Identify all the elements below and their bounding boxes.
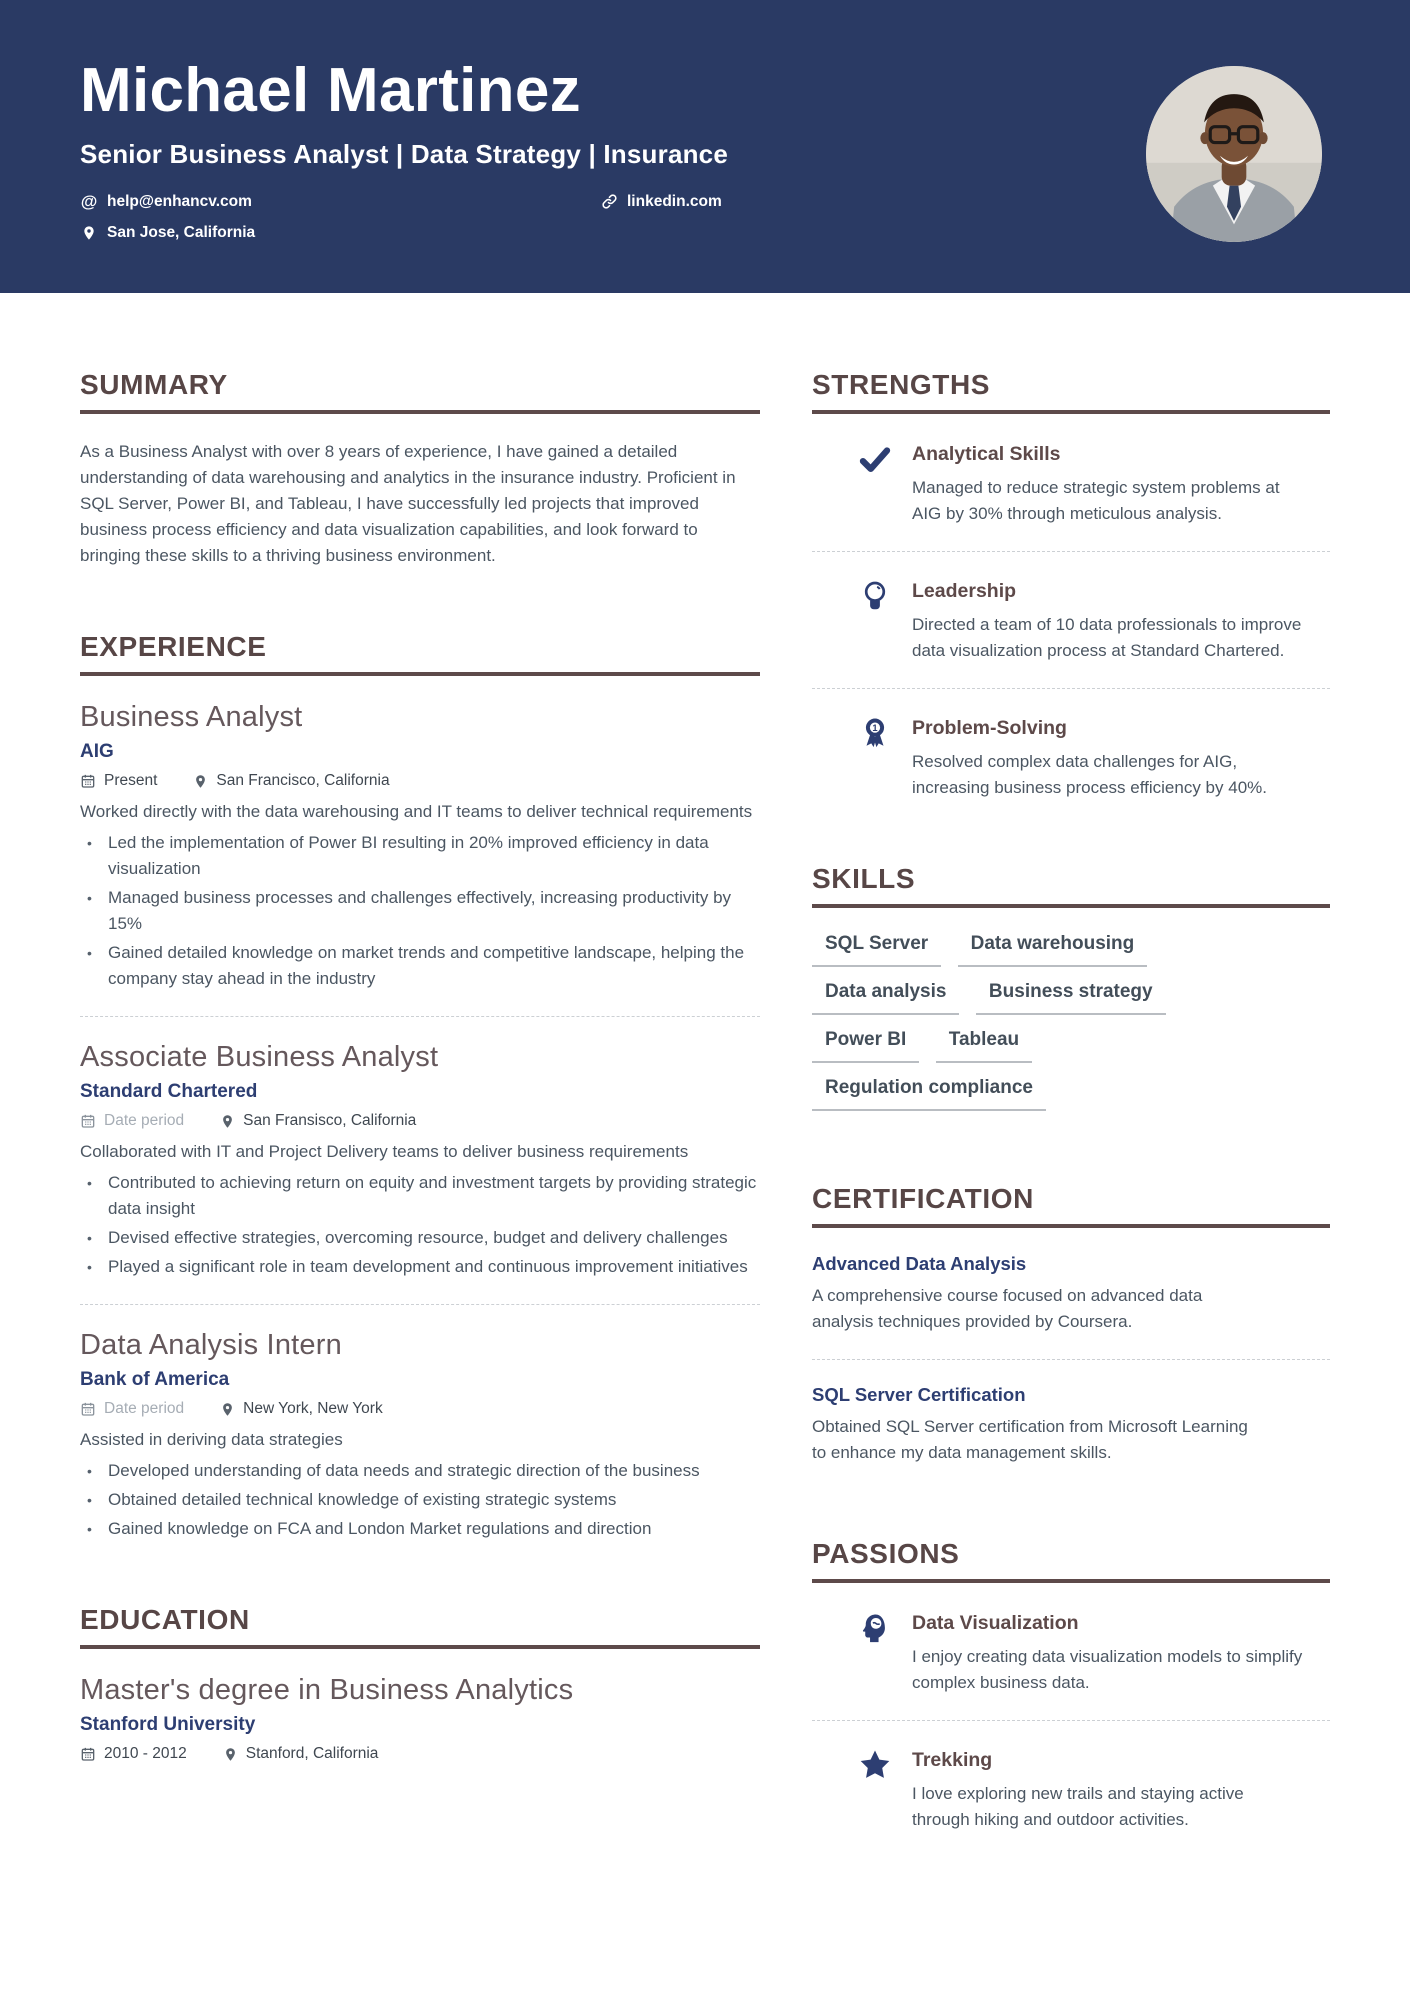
- job-company: Bank of America: [80, 1369, 230, 1390]
- header: [0, 0, 1410, 293]
- divider: [812, 1720, 1330, 1721]
- job-location: San Fransisco, California: [220, 1112, 416, 1130]
- job-date: Date period: [80, 1400, 184, 1418]
- skill-tag: Business strategy: [976, 981, 1166, 1015]
- skill-tag: SQL Server: [812, 933, 941, 967]
- job-company: Standard Chartered: [80, 1081, 258, 1102]
- divider: [812, 551, 1330, 552]
- skill-tag: Data analysis: [812, 981, 959, 1015]
- skill-row: [812, 981, 1330, 1015]
- passion-title: Trekking: [912, 1749, 993, 1771]
- job-bullets: [80, 830, 760, 992]
- strength-text: Resolved complex data challenges for AIG, increasing business process efficiency by 40%.: [912, 752, 1267, 797]
- skill-tag: Regulation compliance: [812, 1077, 1046, 1111]
- education-date: 2010 - 2012: [80, 1745, 187, 1763]
- education-location: Stanford, California: [223, 1745, 379, 1763]
- location-pin-icon: [220, 1114, 235, 1129]
- calendar-icon: [80, 1113, 96, 1129]
- skill-row: [812, 933, 1330, 967]
- divider: [80, 1016, 760, 1017]
- certification-title: Advanced Data Analysis: [812, 1253, 1027, 1274]
- job-company: AIG: [80, 741, 114, 762]
- person-headline: Senior Business Analyst | Data Strategy | Insurance: [80, 138, 728, 169]
- passion-item: [812, 1745, 1330, 1833]
- person-name: Michael Martinez: [80, 56, 581, 125]
- job-location: San Francisco, California: [193, 772, 389, 790]
- strength-title: Problem-Solving: [912, 717, 1067, 739]
- job-bullet: • Contributed to achieving return on equity and investment targets by providing strategic data insight: [80, 1170, 760, 1222]
- strengths-heading: STRENGTHS: [812, 369, 1330, 414]
- experience-heading: EXPERIENCE: [80, 631, 760, 676]
- certification-text: Obtained SQL Server certification from Microsoft Learning to enhance my data management skills.: [812, 1417, 1248, 1462]
- certification-section: [812, 1183, 1330, 1466]
- skill-tag: Data warehousing: [958, 933, 1148, 967]
- strength-text: Directed a team of 10 data professionals to improve data visualization process at Standard Chartered.: [912, 615, 1302, 660]
- website-text: linkedin.com: [627, 192, 722, 210]
- job-entry: [80, 701, 760, 992]
- job-bullets: [80, 1458, 760, 1542]
- calendar-icon: [80, 773, 96, 789]
- calendar-icon: [80, 1401, 96, 1417]
- medal-icon: [858, 716, 892, 750]
- avatar: [1146, 66, 1322, 242]
- degree-title: Master's degree in Business Analytics: [80, 1674, 574, 1706]
- skills-section: [812, 863, 1330, 1111]
- main-column: [80, 293, 760, 1833]
- job-date: Present: [80, 772, 157, 790]
- passion-text: I love exploring new trails and staying active through hiking and outdoor activities.: [912, 1784, 1244, 1829]
- strength-item: [812, 439, 1330, 527]
- passion-item: [812, 1608, 1330, 1696]
- contact-list: [80, 193, 1330, 242]
- sidebar-column: [812, 293, 1330, 1833]
- job-bullet: • Gained knowledge on FCA and London Market regulations and direction: [80, 1516, 760, 1542]
- certification-title: SQL Server Certification: [812, 1384, 1026, 1405]
- brain-icon: [858, 1611, 892, 1645]
- divider: [80, 1304, 760, 1305]
- experience-section: [80, 631, 760, 1542]
- certification-item: [812, 1384, 1257, 1466]
- calendar-icon: [80, 1746, 96, 1762]
- skill-tag: Power BI: [812, 1029, 919, 1063]
- lightbulb-icon: [858, 579, 892, 613]
- passion-title: Data Visualization: [912, 1612, 1079, 1634]
- job-entry: [80, 1329, 760, 1542]
- location-pin-icon: [193, 774, 208, 789]
- certification-item: [812, 1253, 1257, 1335]
- certification-heading: CERTIFICATION: [812, 1183, 1330, 1228]
- job-bullets: [80, 1170, 760, 1280]
- passions-section: [812, 1538, 1330, 1833]
- education-heading: EDUCATION: [80, 1604, 760, 1649]
- passions-heading: PASSIONS: [812, 1538, 1330, 1583]
- at-icon: @: [80, 191, 98, 211]
- job-title: Business Analyst: [80, 701, 303, 733]
- job-bullet: • Developed understanding of data needs and strategic direction of the business: [80, 1458, 760, 1484]
- location-pin-icon: [220, 1402, 235, 1417]
- divider: [812, 688, 1330, 689]
- strength-item: [812, 713, 1330, 801]
- skill-row: [812, 1077, 1330, 1111]
- job-entry: [80, 1041, 760, 1280]
- divider: [812, 1359, 1330, 1360]
- strength-title: Leadership: [912, 580, 1017, 602]
- job-meta: [80, 1400, 760, 1418]
- job-intro: Assisted in deriving data strategies: [80, 1430, 343, 1449]
- job-bullet: • Played a significant role in team development and continuous improvement initiatives: [80, 1254, 760, 1280]
- resume-body: [0, 293, 1410, 1833]
- job-intro: Worked directly with the data warehousing and IT teams to deliver technical requirements: [80, 802, 753, 821]
- summary-text: As a Business Analyst with over 8 years of experience, I have gained a detailed understanding of data warehousing and analytics in the insurance industry. Proficient in SQL Server, Power BI, and Tableau, I have successfully led projects that improved business process efficiency and data visualization capabilities, and look forward to bringing these skills to a thriving business environment.: [80, 442, 736, 565]
- summary-heading: SUMMARY: [80, 369, 760, 414]
- job-title: Associate Business Analyst: [80, 1041, 439, 1073]
- job-bullet: • Managed business processes and challenges effectively, increasing productivity by 15%: [80, 885, 760, 937]
- education-section: [80, 1604, 760, 1763]
- school-name: Stanford University: [80, 1714, 256, 1735]
- job-bullet: • Led the implementation of Power BI resulting in 20% improved efficiency in data visualization: [80, 830, 760, 882]
- check-icon: [858, 442, 892, 476]
- job-meta: [80, 1112, 760, 1130]
- portrait-photo: [1146, 66, 1322, 242]
- job-location: New York, New York: [220, 1400, 383, 1418]
- job-bullet: • Obtained detailed technical knowledge of existing strategic systems: [80, 1487, 760, 1513]
- job-meta: [80, 772, 760, 790]
- job-bullet: • Gained detailed knowledge on market trends and competitive landscape, helping the company stay ahead in the industry: [80, 940, 760, 992]
- star-icon: [858, 1748, 892, 1782]
- link-icon: [600, 193, 618, 211]
- job-title: Data Analysis Intern: [80, 1329, 342, 1361]
- location-item: [80, 224, 600, 242]
- skill-row: [812, 1029, 1330, 1063]
- education-meta: [80, 1745, 760, 1763]
- strength-text: Managed to reduce strategic system problems at AIG by 30% through meticulous analysis.: [912, 478, 1280, 523]
- strength-item: [812, 576, 1330, 664]
- skill-tag: Tableau: [936, 1029, 1032, 1063]
- skills-heading: SKILLS: [812, 863, 1330, 908]
- job-bullet: • Devised effective strategies, overcoming resource, budget and delivery challenges: [80, 1225, 760, 1251]
- job-date: Date period: [80, 1112, 184, 1130]
- passion-text: I enjoy creating data visualization models to simplify complex business data.: [912, 1647, 1303, 1692]
- summary-section: [80, 369, 760, 569]
- website-link[interactable]: [600, 193, 722, 211]
- certification-text: A comprehensive course focused on advanced data analysis techniques provided by Coursera.: [812, 1286, 1203, 1331]
- location-pin-icon: [80, 224, 98, 242]
- strength-title: Analytical Skills: [912, 443, 1061, 465]
- strengths-section: [812, 369, 1330, 801]
- location-pin-icon: [223, 1747, 238, 1762]
- svg-text:1: 1: [872, 723, 878, 734]
- location-text: San Jose, California: [107, 223, 256, 241]
- job-intro: Collaborated with IT and Project Delivery teams to deliver business requirements: [80, 1142, 689, 1161]
- email-link[interactable]: [80, 193, 600, 211]
- email-text: help@enhancv.com: [107, 192, 252, 210]
